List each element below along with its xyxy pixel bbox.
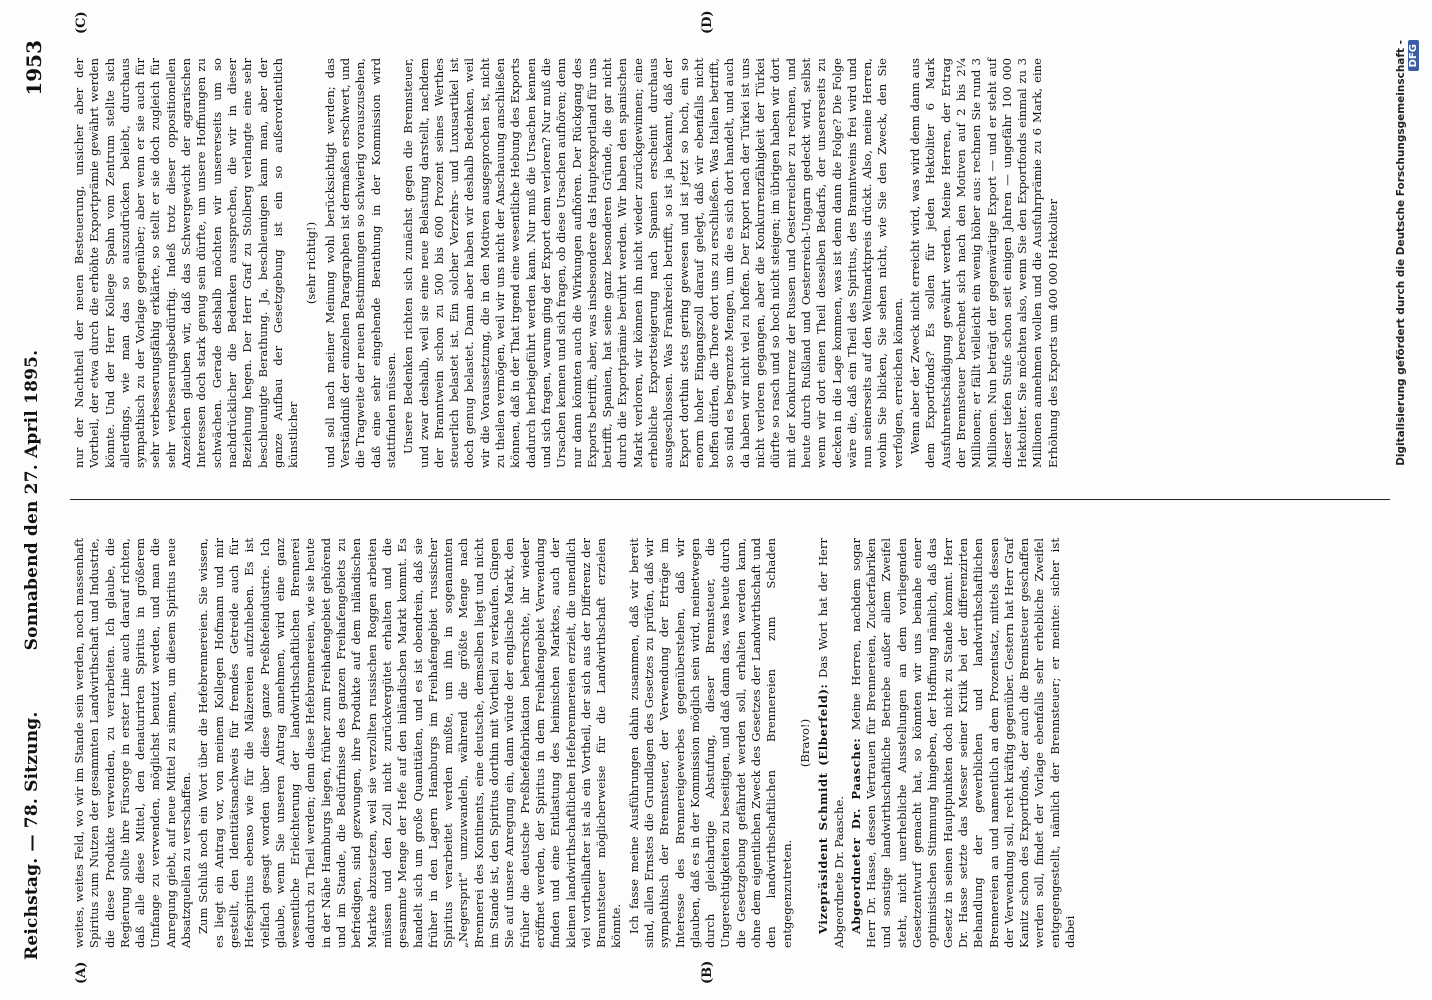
speaker-paragraph bbox=[849, 538, 1078, 948]
speaker-name: Vizepräsident Schmidt (Elberfeld): bbox=[816, 683, 831, 934]
paragraph: Zum Schluß noch ein Wort über die Hefebrennereien. Sie wissen, es liegt ein Antrag vor, von meinem Kollegen Hofmann und mir gestellt, den Identitätsnachweis für fremdes Getreide auch für Hefespiritus ebenso wie für die Mälzereien aufzuheben. Es ist vielfach gesagt worden über diese ganze Preßhefeindustrie. Ich glaube, wenn Sie unseren Antrag annehmen, wird eine ganz wesentliche Erleichterung der landwirthschaftlichen Brennerei dadurch zu Theil werden; denn diese Hefebrennereien, wie sie heute in der Nähe Hamburgs liegen, früher zum Freihafengebiet gehörend und im Stande, die Bedürfnisse des ganzen Freihafengebiets zu befriedigen, sind gezwungen, ihre Produkte auf dem inländischen Markte abzusetzen, weil sie verzollten russischen Roggen arbeiten müssen und den Zoll nicht zurückvergütet erhalten und die gesammte Menge der Hefe auf den inländischen Markt kommt. Es handelt sich um große Quantitäten, und es ist obendrein, daß sie früher in den Lagern Hamburgs im Freihafengebiet russischer Spiritus verarbeitet werden mußte, um ihn in sogenannten „Negersprit“ umzuwandeln, während die größte Menge nach Brennerei des Kontinents, eine deutsche, demselben liegt und nicht im Stande ist, den Spiritus dorthin mit Vortheil zu verkaufen. Gingen Sie auf unsere Anregung ein, dann würde der englische Markt, den früher die deutsche Preßhefefabrikation beherrschte, ihr wieder eröffnet werden, der Spiritus in dem Freihafengebiet Verwendung finden und eine Entlastung des heimischen Marktes, auch der kleinen landwirthschaftlichen Hefebrennereien erzielt, die unendlich viel vortheilhafter ist als ein Vortheil, der sich aus der Differenz der Branntsteuer möglicherweise für die Landwirthschaft erzielen könnte. bbox=[196, 538, 624, 948]
column-divider bbox=[70, 499, 1390, 500]
right-column bbox=[72, 58, 1063, 468]
speech-text: Meine Herren, nachdem sogar Herr Dr. Hasse, dessen Vertrauen für Brennereien, Zuckerfabriken und sonstige landwirthschaftliche Betriebe außer allem Zweifel steht, nicht unerhebliche Ausstellungen an dem vorliegenden Gesetzentwurf gemacht hat, so könnten wir uns beinahe einer optimistischen Stimmung hingeben, der Hoffnung nämlich, daß das Gesetz in seinen Hauptpunkten doch nicht zu Stande kommt. Herr Dr. Hasse setzte das Messer seiner Kritik bei der differenzirten Behandlung der gewerblichen und landwirthschaftlichen Brennereien an und namentlich an dem Prozentsatz, mittels dessen der Verwendung soll, recht kräftig gegenüber. Gestern hat Herr Graf Kanitz schon des Exportfonds, der auch die Brennsteuer geschaffen werden soll, findet der Vorlage ebenfalls sehr erhebliche Zweifel entgegengestellt, nämlich der Brennsteuer; er meinte: sicher ist dabei bbox=[848, 538, 1077, 948]
session-date: Sonnabend den 27. April 1895. bbox=[22, 349, 42, 651]
session-title: Reichstag. — 78. Sitzung. bbox=[22, 711, 42, 960]
speaker-paragraph bbox=[816, 538, 847, 948]
paragraph: und soll nach meiner Meinung wohl berücksichtigt werden; das Verständniß der einzelnen Paragraphen ist dermaßen erschwert, und die Tragweite der neuen Bestimmungen so schwierig vorauszusehen, daß eine sehr eingehende Berathung in der Kommission wird stattfinden müssen. bbox=[322, 58, 398, 468]
margin-marker-c: (C) bbox=[74, 11, 89, 34]
paragraph: Unsere Bedenken richten sich zunächst gegen die Brennsteuer, und zwar deshalb, weil sie eine neue Belastung darstellt, nachdem der Branntwein schon zu 500 bis 600 Prozent seines Werthes steuerlich belastet ist. Ein solcher Verzehrs- und Luxusartikel ist doch genug belastet. Dann aber haben wir deshalb Bedenken, weil wir die Voraussetzung, die in den Motiven ausgesprochen ist, nicht zu theilen vermögen, weil wir uns nicht der Anschauung anschließen können, daß in der That irgend eine wesentliche Hebung des Exports dadurch herbeigeführt werden kann. Nur muß die Ursachen kennen und sich fragen, warum ging der Export denn verloren? Nur muß die Ursachen kennen und sich fragen, ob diese Ursachen aufhören; denn nur dann könnten auch die Wirkungen aufhören. Der Rückgang des Exports betrifft, aber, was insbesondere das Hauptexportland für uns betrifft, Spanien, hat seine ganz besonderen Gründe, die gar nicht durch die Exportprämie berührt werden. Wir haben den spanischen Markt verloren, wir können ihn nicht wieder zurückgewinnen; eine erhebliche Exportsteigerung nach Spanien erscheint durchaus ausgeschlossen. Was Frankreich betrifft, so ist ja bekannt, daß der Export dorthin stets gering gewesen und ist jetzt so hoch, ein so enorm hoher Eingangszoll darauf gelegt, daß wir ebenfalls nicht hoffen dürfen, die Thore dort uns zu erschließen. Was Italien betrifft, so sind es begrenzte Mengen, um die es sich dort handelt, und auch da haben wir nicht viel zu hoffen. Der Export nach der Türkei ist uns nicht verloren gegangen, aber die Konkurrenzfähigkeit der Türkei dürfte so rasch und so hoch nicht steigen; im übrigen haben wir dort mit der Konkurrenz der Russen und Oesterreicher zu rechnen, und heute durch Rußland und Oesterreich-Ungarn gedeckt wird, selbst wenn wir dort einen Theil desselben Bedarfs, der unsererseits zu decken in die Lage kommen, was ist denn dann die Folge? Die Folge wäre die, daß ein Theil des Spiritus, des Branntweins frei wird und nun seinerseits auf den Weltmarktpreis drückt. Also, meine Herren, wohin Sie blicken, Sie sehen nicht, wie Sie den Zweck, den Sie verfolgen, erreichen können. bbox=[401, 58, 905, 468]
applause-note: (Bravo!) bbox=[797, 718, 812, 768]
paragraph: Ich fasse meine Ausführungen dahin zusammen, daß wir bereit sind, allen Ernstes die Grundlagen des Gesetzes zu prüfen, daß wir sympathisch der Brennsteuer, der Verwendung der Erträge im Interesse des Brennereigewerbes gegenüberstehen, daß wir glauben, daß es in der Kommission möglich sein wird, meinetwegen durch gleichartige Abstufung, dieser Brennsteuer, die Ungerechtigkeiten zu beseitigen, und daß dann das, was heute durch die Gesetzgebung gefährdet werden soll, erhalten werden kann, ohne dem eigentlichen Zweck des Gesetzes der Landwirthschaft und den landwirthschaftlichen Brennereien zum Schaden entgegenzutreten. bbox=[626, 538, 794, 948]
digitization-credit bbox=[1395, 40, 1419, 480]
left-column bbox=[72, 538, 1080, 948]
paragraph: Wenn aber der Zweck nicht erreicht wird, was wird denn dann aus dem Exportfonds? Es sollen für jeden Hektoliter 6 Mark Ausfuhrentschädigung gewährt werden. Meine Herren, der Ertrag der Brennsteuer berechnet sich nach den Motiven auf 2 bis 2¼ Millionen; er fällt vielleicht ein wenig höher aus: rechnen Sie rund 3 Millionen. Nun beträgt der gegenwärtige Export — und er steht auf dieser tiefen Stufe schon seit einigen Jahren — ungefähr 100 000 Hektoliter. Sie möchten also, wenn Sie den Exportfonds einmal zu 3 Millionen annehmen wollen und die Ausfuhrprämie zu 6 Mark, eine Erhöhung des Exports um 400 000 Hektoliter bbox=[908, 58, 1060, 468]
paragraph: weites, weites Feld, wo wir im Stande sein werden, noch massenhaft Spiritus zum Nutzen der gesammten Landwirthschaft und Industrie, die diese Produkte verwenden, zu verarbeiten. Ich glaube, die Regierung sollte ihre Fürsorge in erster Linie auch darauf richten, daß alle diese Mittel, den denaturirten Spiritus in größerem Umfange zu verwenden, möglichst benutzt werden, und man die Anregung giebt, auf neue Mittel zu sinnen, um diesem Spiritus neue Absatzquellen zu verschaffen. bbox=[72, 538, 194, 948]
margin-marker-a: (A) bbox=[74, 961, 89, 984]
credit-text: Digitalisierung gefördert durch die Deutsche Forschungsgemeinschaft - bbox=[1395, 40, 1407, 466]
interjection-note: (sehr richtig!) bbox=[304, 221, 319, 305]
page-number: 1953 bbox=[22, 40, 46, 96]
dfg-logo: DFG bbox=[1408, 40, 1419, 71]
page-header bbox=[22, 40, 62, 960]
margin-marker-b: (B) bbox=[700, 960, 715, 984]
speaker-name: Abgeordneter Dr. Paasche: bbox=[848, 737, 863, 934]
margin-marker-d: (D) bbox=[700, 10, 715, 34]
paragraph: nur der Nachtheil der neuen Besteuerung, unsicher aber der Vortheil, der etwa durch die erhöhte Exportprämie gewährt werden könnte. Und der Herr Kollege Spahn vom Zentrum stellte sich allerdings, wie man das so auszudrücken beliebt, durchaus sympathisch zu der Vorlage gegenüber; aber wenn er sie auch für sehr verbesserungsfähig erklärte, so stellt er sie doch zugleich für sehr verbesserungsbedürftig. Indeß trotz dieser oppositionellen Anzeichen glauben wir, daß das Schwergewicht der agrarischen Interessen doch stark genug sein dürfte, um unsere Hoffnungen zu schwächen. Gerade deshalb möchten wir unsererseits um so nachdrücklicher die Bedenken aussprechen, die wir in dieser Beziehung hegen. Der Herr Graf zu Stolberg verlangte eine sehr beschleunigte Berathung. Ja, beschleunigen kann man, aber der ganze Aufbau der Gesetzgebung ist ein so außerordentlich künstlicher bbox=[72, 58, 301, 468]
speech-text: Das Wort hat der Herr Abgeordnete Dr. Paasche. bbox=[816, 538, 846, 948]
